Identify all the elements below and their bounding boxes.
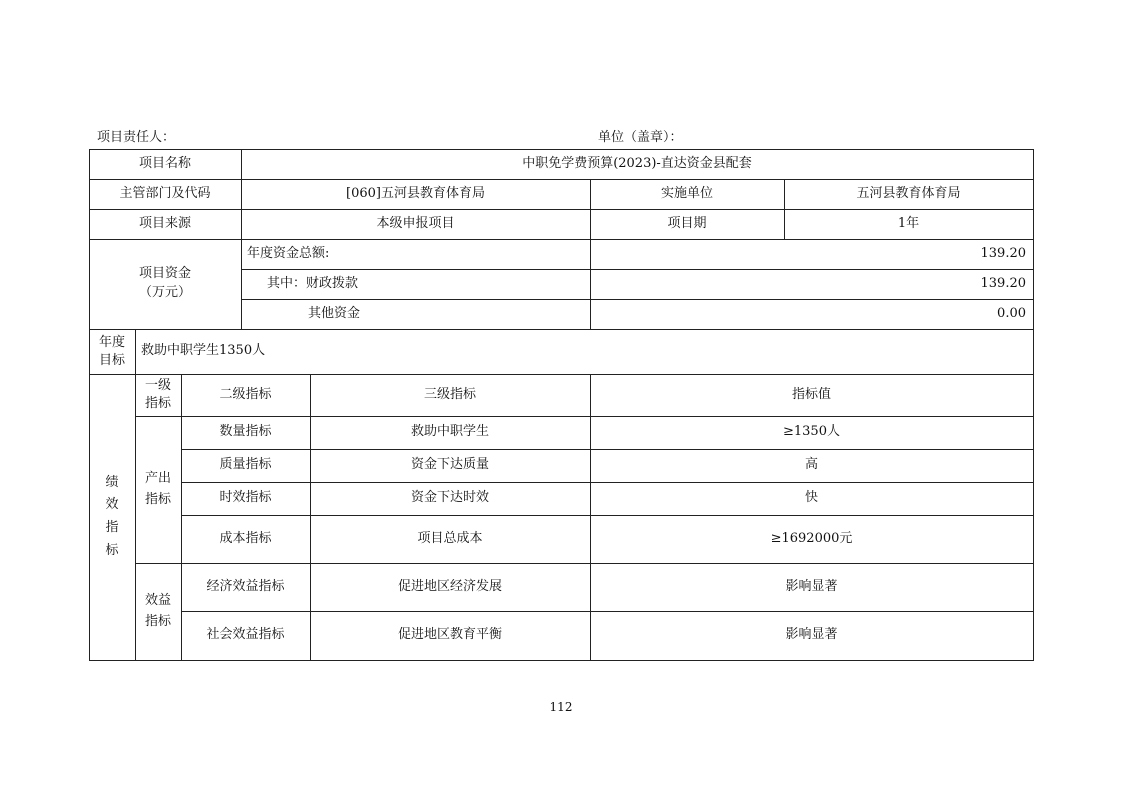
output-label-line2: 指标 [144, 491, 171, 507]
source-label: 项目来源 [138, 215, 191, 231]
funds-label-cell [89, 239, 241, 329]
table-row-level3: 救助中职学生 [410, 424, 489, 440]
annual-goal-label-line2: 目标 [98, 352, 125, 368]
annual-total-value: 139.20 [980, 245, 1026, 261]
period-value: 1年 [897, 215, 920, 231]
responsible-person-label: 项目责任人： [97, 130, 176, 145]
fiscal-value: 139.20 [980, 275, 1026, 291]
benefit-indicators-label [135, 563, 181, 660]
dept-value: [060]五河县教育体育局 [346, 185, 485, 201]
annual-goal-label [89, 329, 135, 374]
table-row-level2: 经济效益指标 [206, 578, 285, 594]
performance-indicators-label [89, 374, 135, 660]
funds-label: 项目资金 [138, 266, 191, 282]
perf-label-char-1: 绩 [105, 474, 119, 490]
dept-label: 主管部门及代码 [119, 185, 211, 201]
output-indicators-label [135, 416, 181, 563]
period-label: 项目期 [667, 215, 707, 231]
other-funds-value: 0.00 [997, 305, 1026, 321]
table-row-value: ≥1350人 [783, 424, 840, 440]
impl-unit-label: 实施单位 [660, 185, 713, 201]
source-value: 本级申报项目 [376, 215, 455, 231]
level2-header: 二级指标 [219, 386, 272, 402]
benefit-label-line2: 指标 [144, 613, 171, 629]
benefit-label-line1: 效益 [144, 592, 171, 608]
table-row-level3: 促进地区经济发展 [397, 578, 502, 594]
table-row-level3: 项目总成本 [417, 530, 483, 546]
project-name-label: 项目名称 [138, 155, 191, 171]
level1-header [135, 374, 181, 416]
table-row-level3: 资金下达时效 [410, 490, 489, 506]
project-name-value: 中职免学费预算(2023)-直达资金县配套 [522, 155, 752, 171]
table-row-level3: 资金下达质量 [410, 457, 489, 473]
funds-unit: （万元） [138, 285, 191, 300]
unit-seal-label: 单位（盖章）： [598, 130, 683, 145]
table-row-value: 影响显著 [785, 627, 838, 643]
annual-goal-label-line1: 年度 [98, 334, 125, 350]
table-row-value: ≥1692000元 [770, 530, 853, 546]
perf-label-char-3: 指 [105, 520, 119, 535]
page-number: 112 [549, 700, 573, 714]
table-row-level2: 社会效益指标 [206, 627, 285, 643]
annual-goal-value: 救助中职学生1350人 [141, 343, 266, 359]
fiscal-label: 其中：财政拨款 [267, 275, 359, 291]
level1-header-line2: 指标 [144, 396, 171, 411]
table-row-level2: 成本指标 [219, 530, 272, 546]
level1-header-line1: 一级 [144, 378, 171, 394]
table-row-level2: 时效指标 [219, 490, 272, 506]
table-row-value: 快 [804, 490, 818, 506]
annual-total-label: 年度资金总额: [247, 245, 330, 261]
perf-label-char-2: 效 [105, 497, 119, 513]
table-row-level2: 数量指标 [219, 424, 272, 440]
table-row-level2: 质量指标 [219, 457, 272, 473]
indicator-value-header: 指标值 [791, 386, 831, 402]
other-funds-label: 其他资金 [308, 305, 361, 321]
perf-label-char-4: 标 [105, 542, 119, 558]
output-label-line1: 产出 [144, 470, 171, 486]
impl-unit-value: 五河县教育体育局 [856, 185, 961, 201]
table-row-level3: 促进地区教育平衡 [397, 627, 502, 643]
level3-header: 三级指标 [423, 386, 476, 402]
table-row-value: 高 [804, 457, 818, 473]
table-row-value: 影响显著 [785, 578, 838, 594]
